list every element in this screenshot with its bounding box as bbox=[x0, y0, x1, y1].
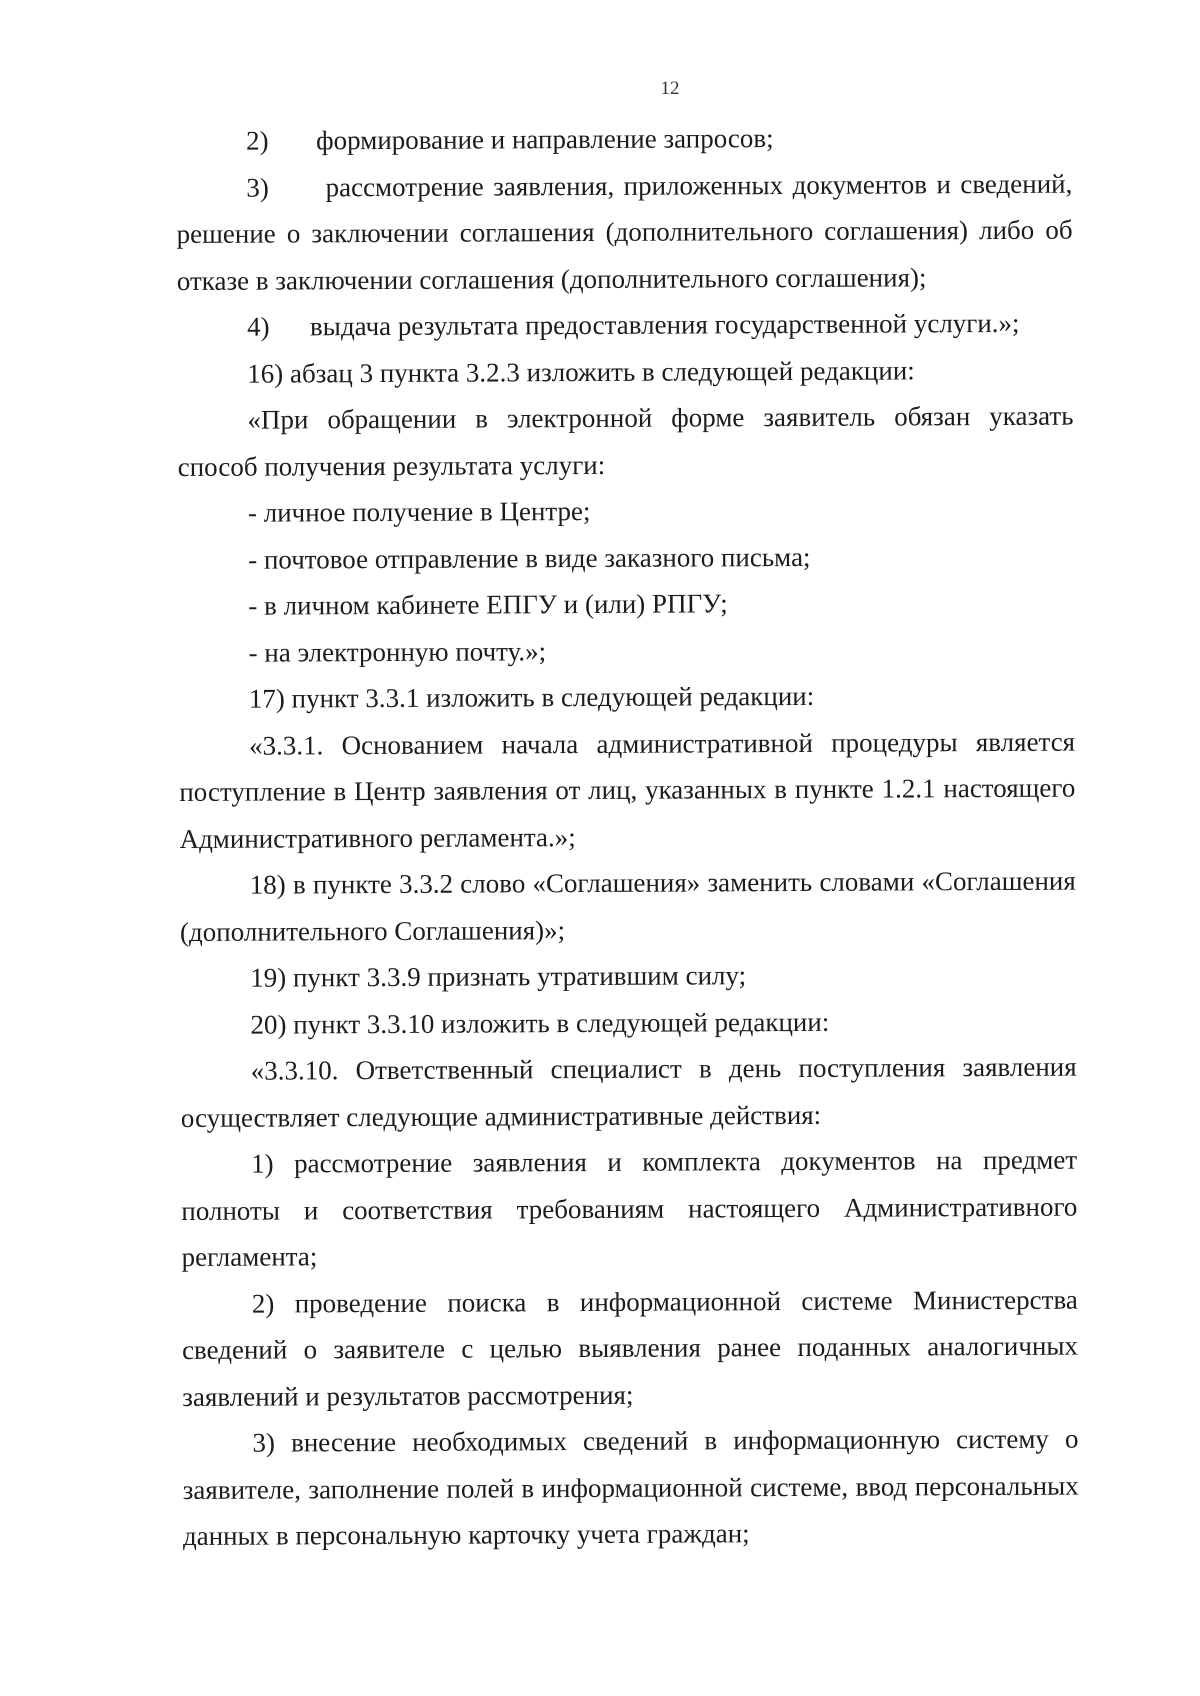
list-item-2 bbox=[176, 114, 1072, 165]
document-body bbox=[176, 114, 1079, 1560]
paragraph-quote-17: «3.3.1. Основанием начала административной процедуры является поступление в Центр заявления от лиц, указанных в пункте 1.2.1 настоящего Административного регламента.»; bbox=[179, 726, 1076, 854]
paragraph-amendment-17: 17) пункт 3.3.1 изложить в следующей редакции: bbox=[248, 680, 815, 714]
list-item-number: 2) bbox=[246, 125, 269, 156]
subitem-1: 1) рассмотрение заявления и комплекта документов на предмет полноты и соответствия требованиям настоящего Административного регламента; bbox=[181, 1144, 1078, 1272]
dash-item-2: - почтовое отправление в виде заказного письма; bbox=[248, 541, 811, 575]
subitem-3: 3) внесение необходимых сведений в информационную систему о заявителе, заполнение полей в информационной системе, ввод персональных данных в персональную карточку учета граждан; bbox=[182, 1423, 1079, 1551]
page-number: 12 bbox=[660, 78, 680, 99]
subitem-2: 2) проведение поиска в информационной системе Министерства сведений о заявителе с целью выявления ранее поданных аналогичных заявлений и результатов рассмотрения; bbox=[181, 1284, 1079, 1412]
dash-item-1: - личное получение в Центре; bbox=[247, 495, 591, 528]
paragraph-amendment-19: 19) пункт 3.3.9 признать утратившим силу; bbox=[250, 960, 747, 993]
paragraph-amendment-20: 20) пункт 3.3.10 изложить в следующей редакции: bbox=[250, 1006, 830, 1040]
paragraph-item-3: 3) рассмотрение заявления, приложенных документов и сведений, решение о заключении соглашения (дополнительного соглашения) либо об отказе в заключении соглашения (дополнительного соглашения); bbox=[176, 168, 1073, 296]
dash-item-4: - на электронную почту.»; bbox=[248, 635, 547, 668]
paragraph-quote-16: «При обращении в электронной форме заявитель обязан указать способ получения результата услуги: bbox=[177, 400, 1074, 482]
dash-item-3: - в личном кабинете ЕПГУ и (или) РПГУ; bbox=[248, 588, 728, 621]
paragraph-amendment-18: 18) в пункте 3.3.2 слово «Соглашения» заменить словами «Соглашения (дополнительного Соглашения)»; bbox=[179, 865, 1076, 947]
paragraph-quote-20: «3.3.10. Ответственный специалист в день поступления заявления осуществляет следующие административные действия: bbox=[180, 1051, 1077, 1133]
paragraph-amendment-16: 16) абзац 3 пункта 3.2.3 изложить в следующей редакции: bbox=[247, 354, 915, 389]
paragraph-item-4: 4) выдача результата предоставления государственной услуги.»; bbox=[246, 307, 1020, 342]
list-item-text: формирование и направление запросов; bbox=[316, 123, 774, 156]
